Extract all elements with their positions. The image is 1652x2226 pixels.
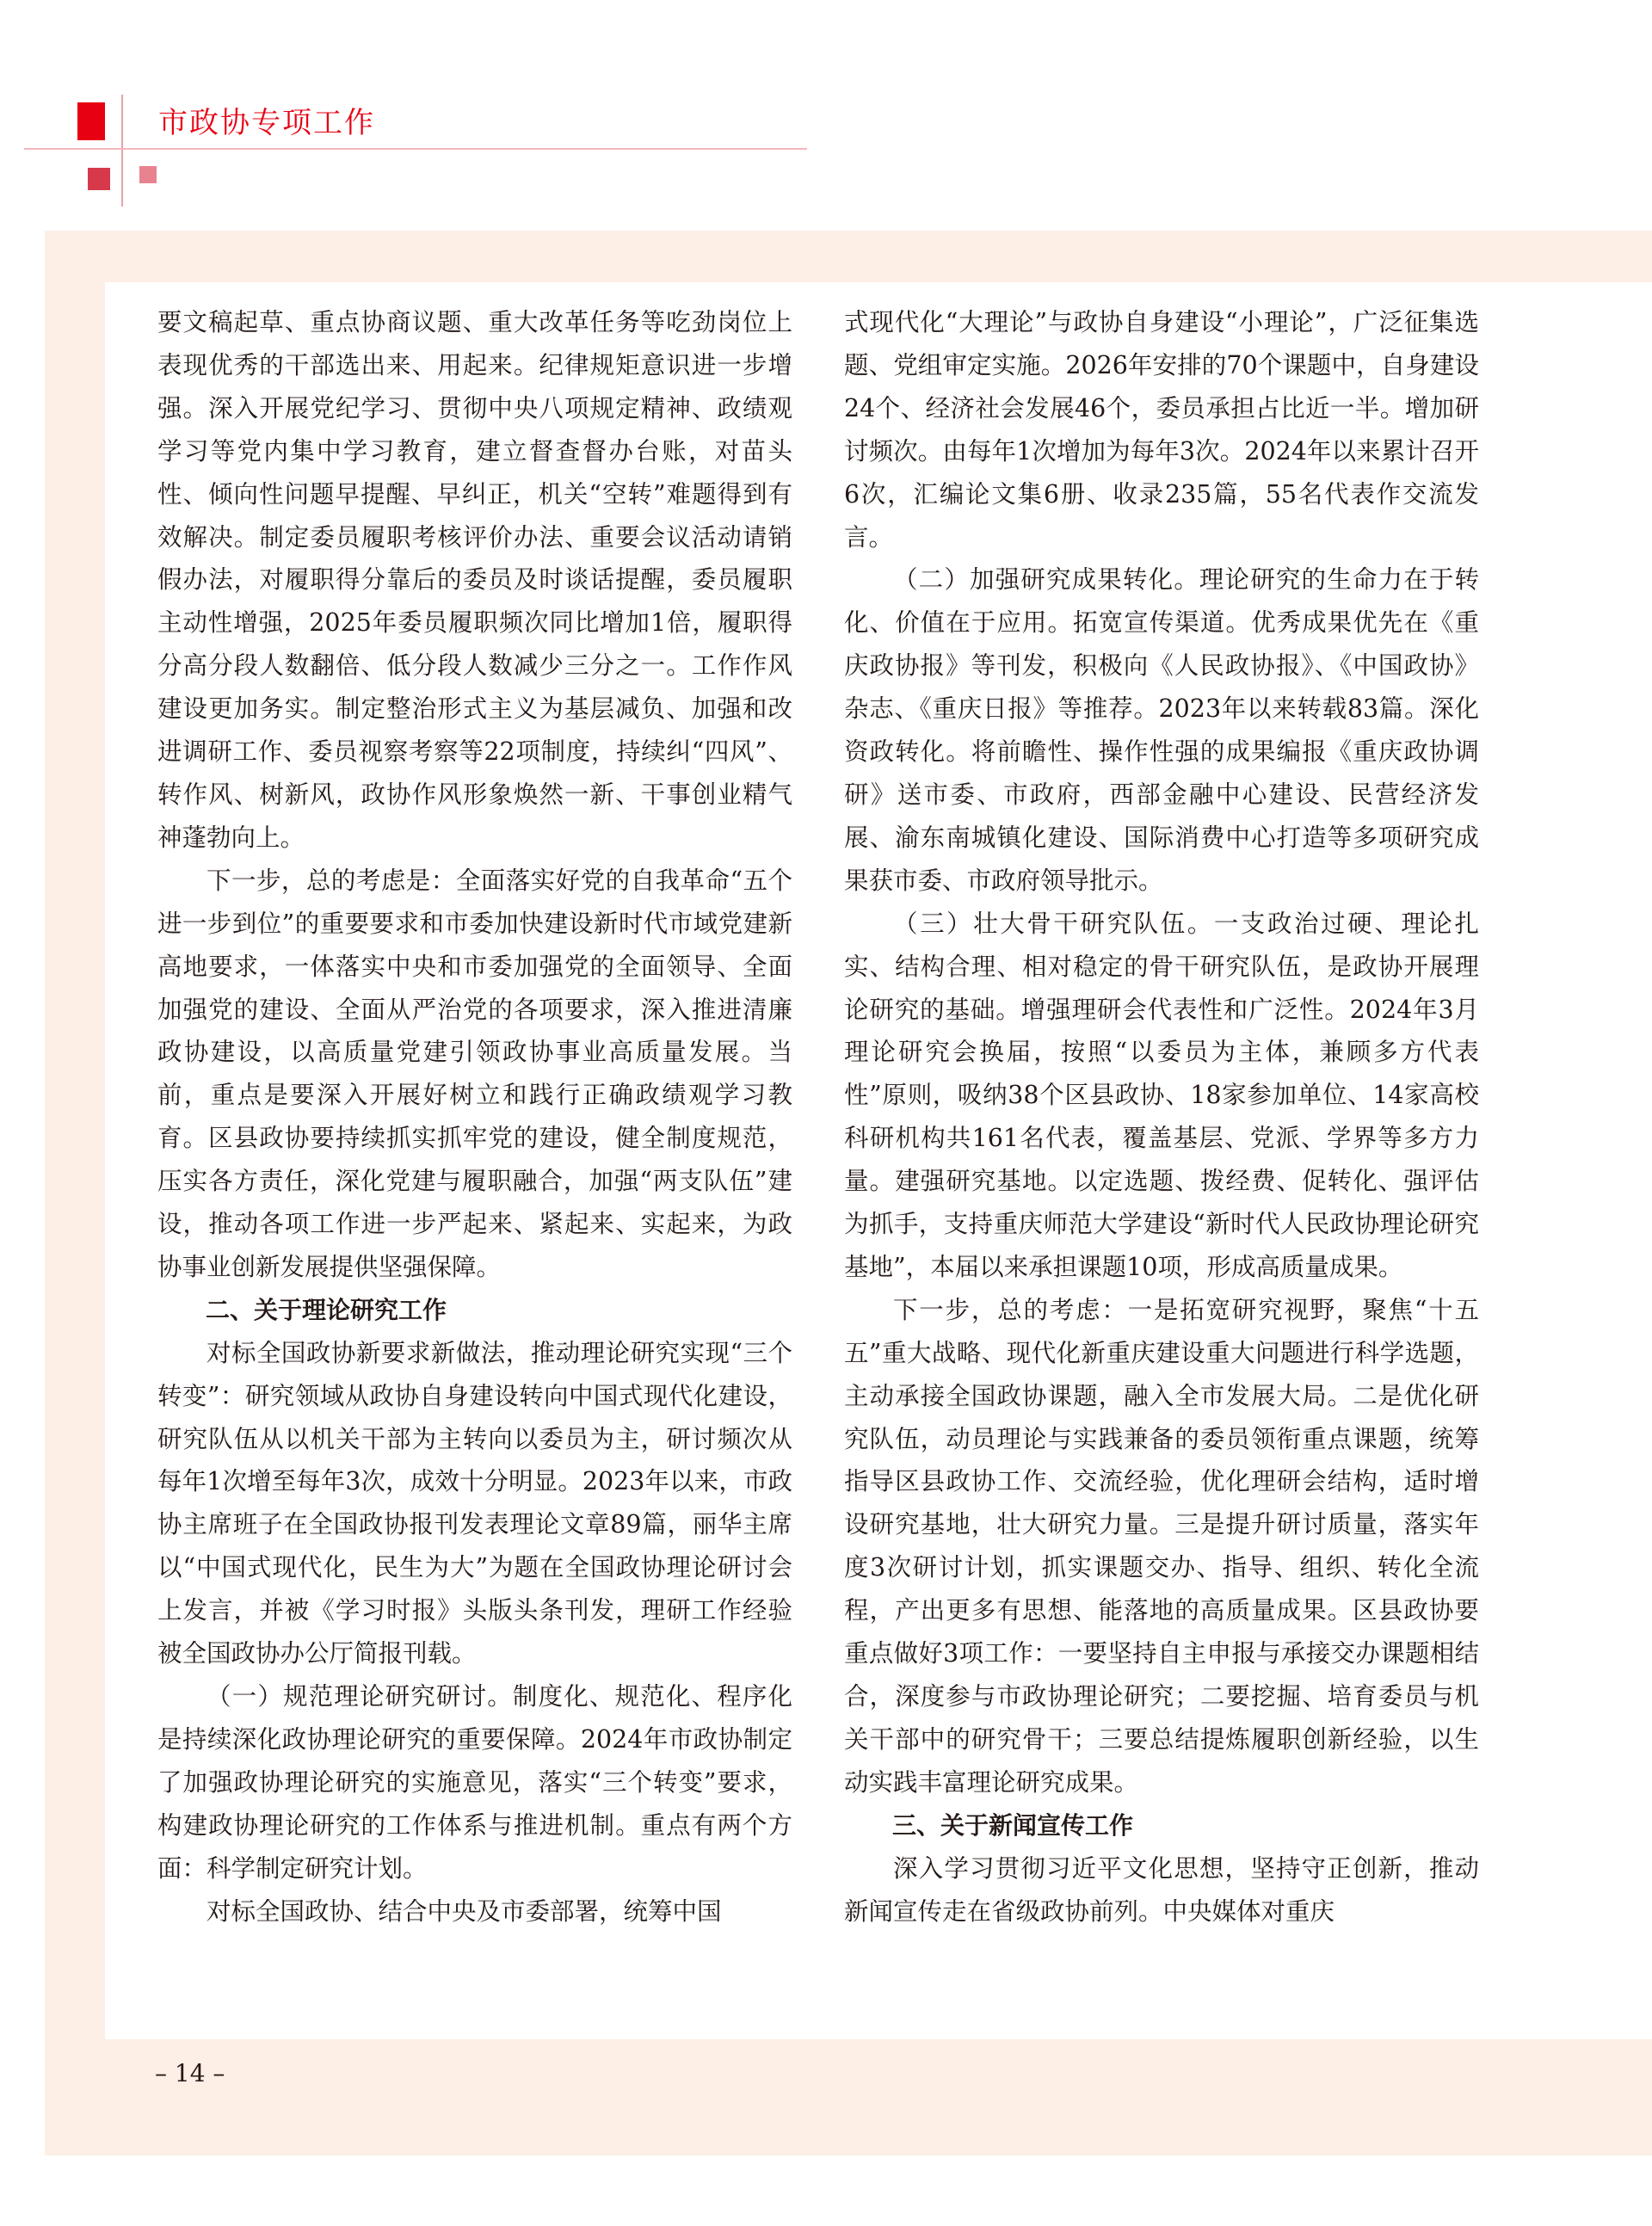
paragraph: 下一步，总的考虑：一是拓宽研究视野，聚焦“十五五”重大战略、现代化新重庆建设重大问题进行科学选题，主动承接全国政协课题，融入全市发展大局。二是优化研究队伍，动员理论与实践兼备的委员领衔重点课题，统筹指导区县政协工作、交流经验，优化理研会结构，适时增设研究基地，壮大研究力量。三是提升研讨质量，落实年度3次研讨计划，抓实课题交办、指导、组织、转化全流程，产出更多有思想、能落地的高质量成果。区县政协要重点做好3项工作：一要坚持自主申报与承接交办课题相结合，深度参与市政协理论研究；二要挖掘、培育委员与机关干部中的研究骨干；三要总结提炼履职创新经验，以生动实践丰富理论研究成果。 bbox=[844, 1295, 1479, 1797]
page-number: – 14 – bbox=[155, 2059, 225, 2087]
section-heading: 二、关于理论研究工作 bbox=[206, 1295, 447, 1324]
section-heading: 三、关于新闻宣传工作 bbox=[892, 1810, 1134, 1840]
paragraph: 式现代化“大理论”与政协自身建设“小理论”，广泛征集选题、党组审定实施。2026年安排的70个课题中，自身建设24个、经济社会发展46个，委员承担占比近一半。增加研讨频次。由每年1次增加为每年3次。2024年以来累计召开6次，汇编论文集6册、收录235篇，55名代表作交流发言。 bbox=[844, 308, 1479, 552]
header-small-square-light bbox=[139, 166, 157, 183]
paragraph: 对标全国政协、结合中央及市委部署，统筹中国 bbox=[206, 1896, 722, 1926]
header-small-square bbox=[88, 168, 110, 190]
paragraph: （三）壮大骨干研究队伍。一支政治过硬、理论扎实、结构合理、相对稳定的骨干研究队伍，是政协开展理论研究的基础。增强理研会代表性和广泛性。2024年3月理论研究会换届，按照“以委员为主体，兼顾多方代表性”原则，吸纳38个区县政协、18家参加单位、14家高校科研机构共161名代表，覆盖基层、党派、学界等多方力量。建强研究基地。以定选题、拨经费、促转化、强评估为抓手，支持重庆师范大学建设“新时代人民政协理论研究基地”，本届以来承担课题10项，形成高质量成果。 bbox=[844, 909, 1479, 1281]
paragraph: 对标全国政协新要求新做法，推动理论研究实现“三个转变”：研究领域从政协自身建设转向中国式现代化建设，研究队伍从以机关干部为主转向以委员为主，研讨频次从每年1次增至每年3次，成效十分明显。2023年以来，市政协主席班子在全国政协报刊发表理论文章89篇，丽华主席以“中国式现代化，民生为大”为题在全国政协理论研讨会上发言，并被《学习时报》头版头条刊发，理研工作经验被全国政协办公厅简报刊载。 bbox=[157, 1338, 792, 1668]
left-column bbox=[157, 301, 792, 1933]
section-title: 市政协专项工作 bbox=[158, 106, 375, 140]
paragraph: 深入学习贯彻习近平文化思想，坚持守正创新，推动新闻宣传走在省级政协前列。中央媒体对重庆 bbox=[844, 1853, 1479, 1926]
right-column bbox=[844, 301, 1479, 1933]
header-vertical-rule bbox=[121, 95, 123, 207]
paragraph: 下一步，总的考虑是：全面落实好党的自我革命“五个进一步到位”的重要要求和市委加快建设新时代市域党建新高地要求，一体落实中央和市委加强党的全面领导、全面加强党的建设、全面从严治党的各项要求，深入推进清廉政协建设，以高质量党建引领政协事业高质量发展。当前，重点是要深入开展好树立和践行正确政绩观学习教育。区县政协要持续抓实抓牢党的建设，健全制度规范，压实各方责任，深化党建与履职融合，加强“两支队伍”建设，推动各项工作进一步严起来、紧起来、实起来，为政协事业创新发展提供坚强保障。 bbox=[157, 866, 792, 1281]
header-horizontal-rule bbox=[24, 148, 807, 150]
paragraph: （一）规范理论研究研讨。制度化、规范化、程序化是持续深化政协理论研究的重要保障。2024年市政协制定了加强政协理论研究的实施意见，落实“三个转变”要求，构建政协理论研究的工作体系与推进机制。重点有两个方面：科学制定研究计划。 bbox=[157, 1682, 792, 1883]
paragraph: 要文稿起草、重点协商议题、重大改革任务等吃劲岗位上表现优秀的干部选出来、用起来。纪律规矩意识进一步增强。深入开展党纪学习、贯彻中央八项规定精神、政绩观学习等党内集中学习教育，建立督查督办台账，对苗头性、倾向性问题早提醒、早纠正，机关“空转”难题得到有效解决。制定委员履职考核评价办法、重要会议活动请销假办法，对履职得分靠后的委员及时谈话提醒，委员履职主动性增强，2025年委员履职频次同比增加1倍，履职得分高分段人数翻倍、低分段人数减少三分之一。工作作风建设更加务实。制定整治形式主义为基层减负、加强和改进调研工作、委员视察考察等22项制度，持续纠“四风”、转作风、树新风，政协作风形象焕然一新、干事创业精气神蓬勃向上。 bbox=[157, 308, 792, 852]
paragraph: （二）加强研究成果转化。理论研究的生命力在于转化、价值在于应用。拓宽宣传渠道。优秀成果优先在《重庆政协报》等刊发，积极向《人民政协报》、《中国政协》杂志、《重庆日报》等推荐。2023年以来转载83篇。深化资政转化。将前瞻性、操作性强的成果编报《重庆政协调研》送市委、市政府，西部金融中心建设、民营经济发展、渝东南城镇化建设、国际消费中心打造等多项研究成果获市委、市政府领导批示。 bbox=[844, 565, 1479, 895]
header-red-square bbox=[77, 102, 105, 140]
